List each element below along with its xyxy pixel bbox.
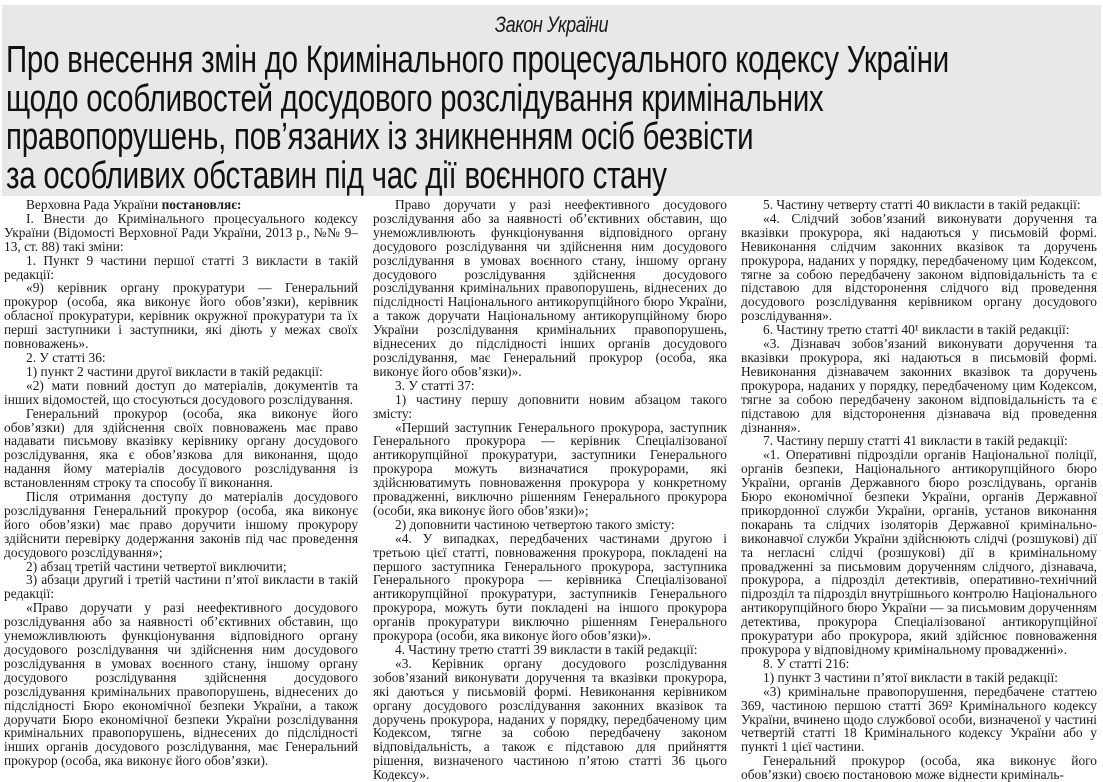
- article-header: [2, 5, 1101, 196]
- paragraph: Генеральний прокурор (особа, яка виконує його обов’язки) для здійснення своїх повноважень має право надавати письмову вказівку керівнику органу досудового розслідування, яка є обов’язкова для виконання, щодо надання йому матеріалів досудового розслідування із встановленням строку та способу її виконання.: [4, 405, 358, 491]
- paragraph: 4. Частину третю статті 39 викласти в такій редакції:: [395, 642, 698, 657]
- paragraph: Право доручати у разі неефективного досудового розслідування або за наявності об’єктивних обставин, що унеможливлюють функціонування відповідного органу досудового розслідування чи здійснення ним досудового розслідування в умовах воєнного стану, іншому органу досудового розслідування здійснення досудового розслідування кримінальних правопорушень, віднесених до підслідності Національного антикорупційного бюро України, а також доручати Національному антикорупційному бюро України розслідування кримінальних правопорушень, віднесених до підслідності інших органів досудового розслідування, має Генеральний прокурор (особа, яка виконує його обов’язки)».: [373, 197, 727, 379]
- title-line: за особливих обставин під час дії воєнного стану: [6, 154, 667, 197]
- paragraph: Після отримання доступу до матеріалів досудового розслідування Генеральний прокурор (особа, яка виконує його обов’язки) має право доручити іншому прокурору здійснити перевірку додержання законів під час проведення досудового розслідування»;: [4, 489, 358, 560]
- preamble-decree: постановляє:: [161, 197, 242, 212]
- paragraph: «1. Оперативні підрозділи органів Національної поліції, органів безпеки, Національного антикорупційного бюро України, органів Державного бюро розслідувань, органів Бюро економічної безпеки України, органів Державної прикордонної служби України, органів, установ виконання покарань та слідчих ізоляторів Державної кримінально-виконавчої служби України здійснюють слідчі (розшукові) дії та негласні слідчі (розшукові) дії в кримінальному провадженні за письмовим дорученням слідчого, дізнавача, прокурора, а підрозділ детективів, оперативно-технічний підрозділ та підрозділ внутрішнього контролю Національного антикорупційного бюро України — за письмовим дорученням детектива, прокурора Спеціалізованої антикорупційної прокуратури або прокурора, який здійснює повноваження прокурора у відповідному кримінальному провадженні».: [741, 447, 1097, 657]
- paragraph: «4. У випадках, передбачених частинами другою і третьою цієї статті, повноваження прокурора, покладені на першого заступника Генерального прокурора, заступника Генерального прокурора — керівника Спеціалізованої антикорупційної прокуратури, заступників Генерального прокурора, можуть бути покладені на іншого прокурора органів прокуратури виключно рішенням Генерального прокурора (особи, яка виконує його обов’язки)».: [373, 530, 727, 644]
- paragraph: «3. Дізнавач зобов’язаний виконувати доручення та вказівки прокурора, які надаються в письмовій формі. Невиконання дізнавачем законних вказівок та доручень прокурора, наданих у порядку, передбаченому цим Кодексом, тягне за собою передбачену законом відповідальність та є підставою для відсторонення дізнавача від проведення дізнання».: [741, 336, 1097, 435]
- preamble: [4, 198, 358, 212]
- paragraph: 2) абзац третій частини четвертої виключити;: [26, 558, 287, 574]
- paragraph: Генеральний прокурор (особа, яка виконує його обов’язки) своєю постановою може віднести криміналь-: [741, 753, 1097, 782]
- paragraph: 5. Частину четверту статті 40 викласти в такій редакції:: [763, 197, 1081, 212]
- paragraph: «4. Слідчий зобов’язаний виконувати доручення та вказівки прокурора, які надаються у письмовій формі. Невиконання слідчим законних вказівок та доручень прокурора, наданих у порядку, передбаченому цим Кодексом, тягне за собою передбачену законом відповідальність та є підставою для відсторонення слідчого від проведення досудового розслідування керівником органу досудового розслідування».: [741, 210, 1097, 324]
- paragraph: 2. У статті 36:: [26, 349, 106, 365]
- text-column-3: [741, 198, 1097, 782]
- paragraph: 1) пункт 3 частини п’ятої викласти в такій редакції:: [763, 669, 1058, 685]
- paragraph: 1. Пункт 9 частини першої статті 3 викласти в такій редакції:: [4, 252, 358, 282]
- paragraph: 7. Частину першу статті 41 викласти в такій редакції:: [763, 433, 1068, 449]
- title-line: щодо особливостей досудового розслідування кримінальних: [6, 77, 824, 120]
- paragraph: 6. Частину третю статті 40¹ викласти в такій редакції:: [763, 322, 1070, 338]
- paragraph: «3. Керівник органу досудового розслідування зобов’язаний виконувати доручення та вказівки прокурора, які даються у письмовій формі. Невиконання керівником органу досудового розслідування законних вказівок та доручень прокурора, наданих у порядку, передбаченому цим Кодексом, тягне за собою передбачену законом відповідальність, а також є підставою для прийняття рішення, визначеного частиною п’ятою статті 36 цього Кодексу».: [373, 655, 727, 782]
- paragraph: 3) абзаци другий і третій частини п’ятої викласти в такій редакції:: [4, 572, 358, 602]
- paragraph: 1) частину першу доповнити новим абзацом такого змісту:: [373, 391, 727, 421]
- paragraph: 1) пункт 2 частини другої викласти в такій редакції:: [26, 363, 323, 379]
- paragraph: 8. У статті 216:: [763, 655, 850, 671]
- paragraph: «Право доручати у разі неефективного досудового розслідування або за наявності об’єктивних обставин, що унеможливлюють функціонування відповідного органу досудового розслідування чи здійснення ним досудового розслідування в умовах воєнного стану, іншому органу досудового розслідування здійснення досудового розслідування кримінальних правопорушень, віднесених до підслідності Бюро економічної безпеки України, а також доручати Бюро економічної безпеки України розслідування кримінальних правопорушень, віднесених до підслідності інших органів досудового розслідування, має Генеральний прокурор (особа, яка виконує його обов’язки).: [4, 600, 358, 769]
- law-title: [6, 41, 1091, 195]
- document-type-kicker: Закон України: [494, 12, 609, 37]
- article-body: [0, 197, 1103, 782]
- paragraph: «2) мати повний доступ до матеріалів, документів та інших відомостей, що стосуються досудового розслідування.: [4, 377, 358, 407]
- paragraph: «9) керівник органу прокуратури — Генеральний прокурор (особа, яка виконує його обов’язки), керівник обласної прокуратури, керівник окружної прокуратури та їх перші заступники і заступники, які діють у межах своїх повноважень».: [4, 280, 358, 352]
- preamble-lead: Верховна Рада України: [26, 197, 162, 212]
- title-line: Про внесення змін до Кримінального процесуального кодексу України: [6, 39, 949, 81]
- paragraph: «3) кримінальне правопорушення, передбачене статтею 369, частиною першою статті 369² Кримінального кодексу України, вчинено щодо службової особи, визначеної у частині четвертій статті 18 Кримінального кодексу України або у пункті 1 цієї частини.: [741, 683, 1097, 755]
- text-column-1: [4, 198, 358, 768]
- paragraph: «Перший заступник Генерального прокурора, заступник Генерального прокурора — керівник Спеціалізованої антикорупційної прокуратури, заступники Генерального прокурора можуть визначатися прокурорами, які здійснюватимуть повноваження прокурора у конкретному провадженні, виключно рішенням Генерального прокурора (особи, яка виконує його обов’язки)»;: [373, 419, 727, 518]
- paragraph: I. Внести до Кримінального процесуального кодексу України (Відомості Верховної Ради України, 2013 р., №№ 9–13, ст. 88) такі зміни:: [4, 210, 358, 254]
- text-column-2: [373, 198, 727, 782]
- paragraph: 2) доповнити частиною четвертою такого змісту:: [395, 516, 675, 532]
- paragraph: 3. У статті 37:: [395, 377, 475, 393]
- title-line: правопорушень, пов’язаних із зникненням осіб безвісти: [6, 116, 754, 158]
